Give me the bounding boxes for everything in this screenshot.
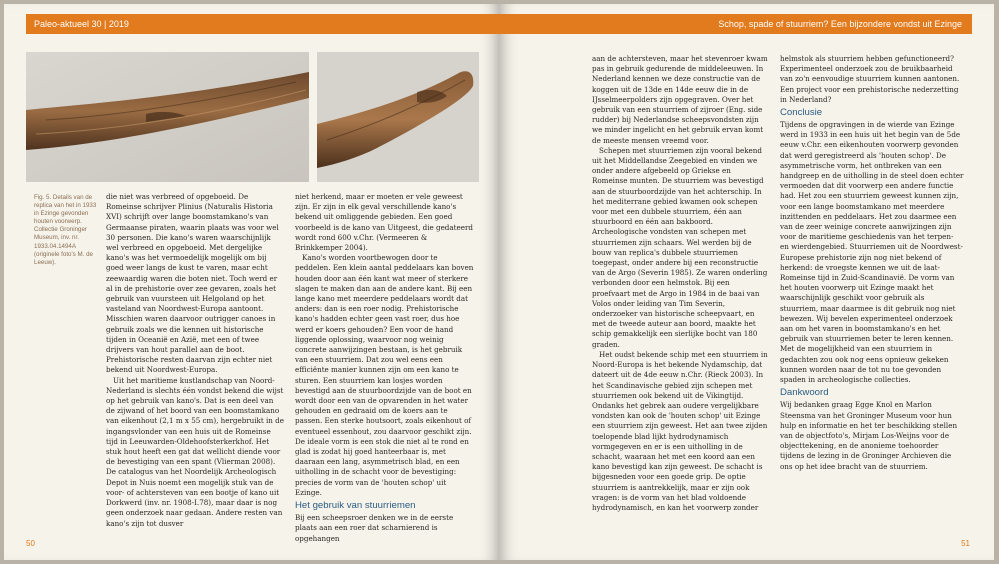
paragraph: helmstok als stuurriem hebben gefunctioneerd? Experimenteel onderzoek zou de bruikbaarheid van zo'n eenvoudige stuurriem kunnen aantonen. Een project voor een prehistorische nederzetting in Nederland?: [780, 54, 960, 104]
section-heading-dankwoord: Dankwoord: [780, 387, 829, 399]
right-page: [499, 4, 994, 560]
paragraph: Kano's worden voortbewogen door te peddelen. Een klein aantal peddelaars kan boven houden door aan één kant wat meer of sterkere slagen te maken dan aan de andere kant. Bij een lange kano met meerdere peddelaars wordt dat anders: dan is een roer nodig. Prehistorische kano's hadden echter geen vast roer, dus hoe werd er koers gehouden? Een voor de hand liggende oplossing, waarvoor nog weinig concrete aanwijzingen bestaan, is het gebruik van een stuurriem. Dat zou wel eens een efficiënte manier kunnen zijn om een kano te sturen. Een stuurriem kan losjes worden bevestigd aan de stuurboordzijde van de boot en wordt door een van de opvarenden in het water gehouden en gedraaid om de koers aan te passen. Een sterke houtsoort, zoals eikenhout of eventueel essenhout, zou daarvoor geschikt zijn. De ideale vorm is een stok die niet al te rond en glad is zodat hij goed hanteerbaar is, met daaraan een lang, asymmetrisch blad, en een uitholling in de schacht voor de bevestiging: precies de vorm van de 'houten schop' uit Ezinge.: [295, 253, 474, 497]
paragraph: aan de achtersteven, maar het stevenroer kwam pas in gebruik gedurende de middeleeuwen. In Nederland kennen we deze constructie van de koggen uit de 13de en 14de eeuw die in de IJsselmeerpolders zijn opgegraven. Over het gebruik van een stuurriem of zijroer (Eng. side rudder) bij Nederlandse scheepsvondsten zijn we minder ingelicht en het gebruik ervan komt de meeste mensen vreemd voor.: [592, 54, 768, 145]
paragraph: Het oudst bekende schip met een stuurriem in Noord-Europa is het bekende Nydamschip, dat dateert uit de 4de eeuw n.Chr. (Rieck 2003). In het Scandinavische gebied zijn schepen met stuurriemen ook bekend uit de Vikingtijd. Ondanks het gebrek aan oudere vergelijkbare vondsten kan ook de 'houten schop' uit Ezinge een stuurriem zijn geweest. Het aan twee zijden toelopende blad lijkt hydrodynamisch vormgegeven en er is een uitholling in de schacht, waaraan het met een koord aan een kano bevestigd kan zijn geweest. De schacht is bijgesneden voor een goede grip. De optie stuurriem is aantrekkelijk, maar er zijn ook vragen: is de vorm van het blad voldoende hydrodynamisch, en kan het voorwerp zonder: [592, 349, 768, 512]
page-number-right: 51: [961, 539, 970, 548]
left-column-2: [295, 192, 475, 544]
page-number-left: 50: [26, 539, 35, 548]
wood-replica-photo: [26, 52, 309, 182]
wood-replica-detail-photo: [317, 52, 479, 182]
section-heading-conclusie: Conclusie: [780, 107, 823, 119]
paragraph: Schepen met stuurriemen zijn vooral bekend uit het Middellandse Zeegebied en vinden we onder andere afgebeeld op Griekse en Romeinse munten. De stuurriem was bevestigd aan de stuurboordzijde van het achterschip. In het mediterrane gebied kwamen ook schepen voor met een dubbele stuurriem, één aan stuurboord en één aan bakboord. Archeologische vondsten van schepen met stuurriemen zijn schaars. Wel werden bij de bouw van replica's dubbele stuurriemen toegepast, onder andere bij een reconstructie van de Argo (Severin 1985). Ze waren onderling verbonden door een helmstok. Bij een proefvaart met de Argo in 1984 in de baai van Volos onder leiding van Tim Severin, onderzoeker van historische scheepvaart, en met de tweede auteur aan boord, maakte het schip gemakkelijk een sierlijke bocht van 180 graden.: [592, 145, 768, 349]
paragraph: niet herkend, maar er moeten er vele geweest zijn. Er zijn in elk geval verschillende kano's bekend uit omliggende gebieden. Een goed voorbeeld is de kano van Uitgeest, die gedateerd wordt rond 600 v.Chr. (Vermeeren & Brinkkemper 2004).: [295, 192, 473, 253]
running-header-left: Paleo-aktueel 30 | 2019: [26, 14, 499, 34]
left-page: [4, 4, 499, 560]
right-column-2: [780, 54, 964, 472]
paragraph: Bij een scheepsroer denken we in de eerste plaats aan een roer dat scharnierend is opgehangen: [295, 513, 454, 543]
paragraph: Wij bedanken graag Egge Knol en Marlon Steensma van het Groninger Museum voor hun hulp en informatie en het ter beschikking stellen van de objectfoto's, Mirjam Los-Weijns voor de objecttekening, en de anonieme toehoorder tijdens de lezing in de Groninger Archieven die ons op het idee bracht van de stuurriem.: [780, 400, 958, 471]
right-column-1: [592, 54, 768, 513]
left-column-1: [106, 192, 284, 529]
paragraph: Uit het maritieme kustlandschap van Noord-Nederland is slechts één vondst bekend die wijst op het gebruik van kano's. Dat is een deel van de zijwand of het boord van een boomstamkano van eikenhout (2,1 m x 55 cm), hergebruikt in de ingangsvlonder van een huis uit de Romeinse tijd in Leeuwarden-Oldehoofsterkerkhof. Het stuk hout heeft een gat dat wellicht diende voor de bevestiging van een spant (Vlierman 2008). De catalogus van het Noordelijk Archeologisch Depot in Nuis noemt een mogelijk stuk van de voor- of achtersteven van een bootje of kano uit Dorkwerd (inv. nr. 1908-I.78), maar daar is nog geen onderzoek naar gedaan. Andere resten van kano's zijn tot dusver: [106, 375, 284, 528]
section-heading: Het gebruik van stuurriemen: [295, 500, 416, 512]
running-header-right: Schop, spade of stuurriem? Een bijzondere vondst uit Ezinge: [499, 14, 972, 34]
paragraph: die niet was verbreed of opgeboeid. De Romeinse schrijver Plinius (Naturalis Historia XVI) schrijft over lange boomstamkano's van Germaanse piraten, waarin plaats was voor wel 30 personen. Die kano's waren waarschijnlijk wel verbreed en opgeboeid. Met dergelijke kano's was het vermoedelijk mogelijk om bij goed weer langs de kust te varen, maar echt zeewaardig waren die boten niet. Toch werd er al in de prehistorie over zee gevaren, zoals het gebruik van vuursteen uit Helgoland op het vasteland van Noordwest-Europa aantoont. Misschien waren daarvoor outrigger canoes in gebruik zoals we die kennen uit historische tijden in Oceanië en Azië, met een of twee drijvers van hout parallel aan de boot. Prehistorische resten daarvan zijn echter niet bekend uit Noordwest-Europa.: [106, 192, 279, 375]
magazine-spread: [4, 4, 995, 560]
figure-caption: Fig. 5. Details van de replica van het in 1933 in Ezinge gevonden houten voorwerp. Collectie Groninger Museum, inv. nr. 1933.04.1494A (originele foto's M. de Leeuw).: [34, 194, 97, 266]
paragraph: Tijdens de opgravingen in de wierde van Ezinge werd in 1933 in een huis uit het begin van de 5de eeuw v.Chr. een eikenhouten voorwerp gevonden dat werd geregistreerd als 'houten schop'. De asymmetrische vorm, het ontbreken van een handgreep en de uitholling in de steel doen echter vermoeden dat dit voorwerp een andere functie had. Het zou een stuurriem geweest kunnen zijn, voor een lange boomstamkano met meerdere inzittenden en peddelaars. Het zou daarmee een van de zeer weinige concrete aanwijzingen zijn voor de maritieme geschiedenis van het terpen- en wierdengebied. Stuurriemen uit de Noordwest-Europese prehistorie zijn nog niet bekend of herkend: de vroegste kennen we uit de laat-Romeinse tijd in Zuid-Scandinavië. De vorm van het houten voorwerp uit Ezinge maakt het waarschijnlijk geschikt voor gebruik als stuurriem, maar daarmee is dit gebruik nog niet bewezen. Wij bevelen experimenteel onderzoek aan om het varen in boomstamkano's en het gebruik van stuurriemen beter te leren kennen. Met de mogelijkheid van een stuurriem in gedachten zou ook nog eens opnieuw gekeken kunnen worden naar de tot nu toe gevonden spaden in archeologische collecties.: [780, 120, 964, 385]
